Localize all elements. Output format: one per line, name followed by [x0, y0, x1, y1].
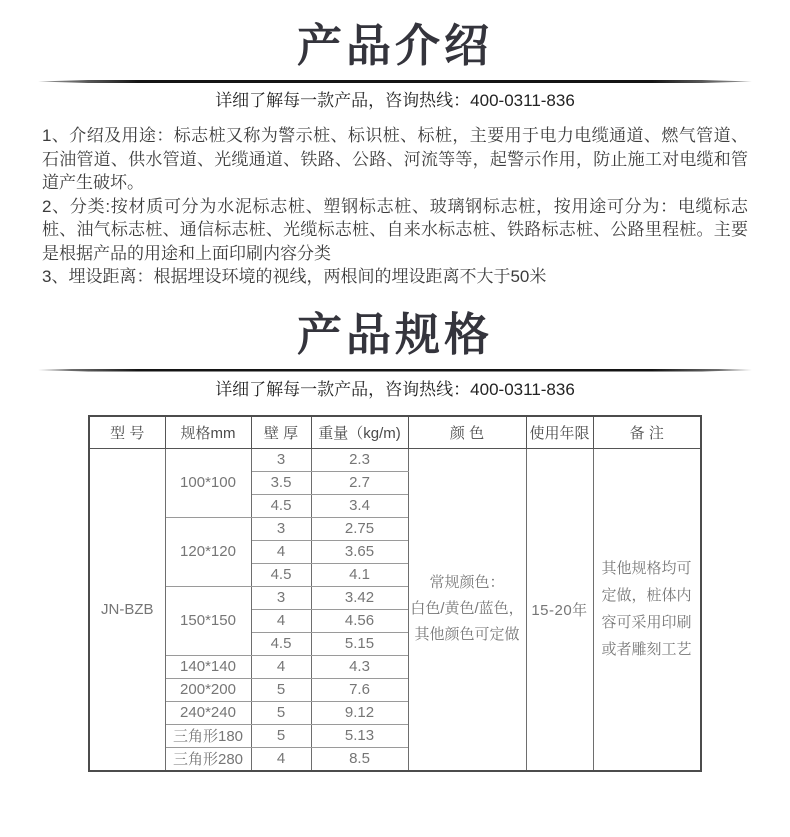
thickness-cell: 5: [251, 724, 311, 747]
thickness-cell: 4.5: [251, 563, 311, 586]
thickness-cell: 3: [251, 517, 311, 540]
weight-cell: 3.42: [311, 586, 408, 609]
specs-section-title: 产品规格: [296, 308, 493, 360]
weight-cell: 4.3: [311, 655, 408, 678]
specs-hotline-subtitle: 详细了解每一款产品，咨询热线：400-0311-836: [215, 379, 575, 399]
weight-cell: 7.6: [311, 678, 408, 701]
spec-cell: 240*240: [165, 701, 251, 724]
thickness-cell: 3: [251, 448, 311, 471]
intro-paragraph-burial-distance: 3、埋设距离：根据埋设环境的视线，两根间的埋设距离不大于50米: [42, 267, 547, 286]
intro-paragraph-usage: 1、介绍及用途：标志桩又称为警示桩、标识桩、标桩，主要用于电力电缆通道、燃气管道、石油管道、供水管道、光缆通道、铁路、公路、河流等等，起警示作用，防止施工对电缆和管道产生破坏。: [42, 126, 748, 192]
spec-cell: 三角形280: [165, 747, 251, 771]
intro-hotline-subtitle: 详细了解每一款产品，咨询热线：400-0311-836: [215, 91, 575, 110]
weight-cell: 2.75: [311, 517, 408, 540]
spec-cell: 三角形180: [165, 724, 251, 747]
intro-section-title: 产品介绍: [296, 20, 493, 71]
table-header-row: [89, 416, 701, 449]
specs-divider-line: [38, 369, 752, 372]
weight-cell: 2.3: [311, 448, 408, 471]
spec-cell: 200*200: [165, 678, 251, 701]
header-weight: 重量（kg/m): [311, 416, 408, 449]
weight-cell: 9.12: [311, 701, 408, 724]
intro-paragraph-classification: 2、分类:按材质可分为水泥标志桩、塑钢标志桩、玻璃钢标志桩，按用途可分为：电缆标志桩、油气标志桩、通信标志桩、光缆标志桩、自来水标志桩、铁路标志桩、公路里程桩。主要是根据产品的用途和上面印刷内容分类: [42, 196, 748, 263]
header-model: 型 号: [89, 416, 165, 449]
remark-cell: 其他规格均可定做，桩体内容可采用印刷或者雕刻工艺: [593, 448, 701, 771]
header-spec: 规格mm: [165, 416, 251, 449]
spec-cell: 100*100: [165, 448, 251, 517]
color-note-line: 常规颜色：: [429, 574, 505, 591]
thickness-cell: 4: [251, 655, 311, 678]
service-life-cell: 15-20年: [526, 448, 593, 771]
spec-cell: 140*140: [165, 655, 251, 678]
header-color: 颜 色: [408, 416, 526, 449]
product-page: [0, 18, 790, 837]
table-row: [89, 448, 701, 471]
spec-cell: 120*120: [165, 517, 251, 586]
spec-cell: 150*150: [165, 586, 251, 655]
weight-cell: 2.7: [311, 471, 408, 494]
intro-divider-line: [38, 80, 752, 83]
color-cell: [408, 448, 526, 771]
thickness-cell: 4.5: [251, 494, 311, 517]
intro-paragraphs: [42, 124, 748, 289]
thickness-cell: 4.5: [251, 632, 311, 655]
weight-cell: 4.56: [311, 609, 408, 632]
thickness-cell: 4: [251, 747, 311, 771]
model-cell: JN-BZB: [89, 448, 165, 771]
color-note-line: 白色/黄色/蓝色，: [410, 600, 524, 617]
weight-cell: 5.15: [311, 632, 408, 655]
thickness-cell: 5: [251, 701, 311, 724]
thickness-cell: 4: [251, 609, 311, 632]
weight-cell: 3.65: [311, 540, 408, 563]
spec-table: [88, 415, 702, 772]
weight-cell: 3.4: [311, 494, 408, 517]
header-thickness: 壁 厚: [251, 416, 311, 449]
thickness-cell: 3.5: [251, 471, 311, 494]
thickness-cell: 5: [251, 678, 311, 701]
weight-cell: 5.13: [311, 724, 408, 747]
weight-cell: 4.1: [311, 563, 408, 586]
color-note-line: 其他颜色可定做: [414, 626, 520, 643]
weight-cell: 8.5: [311, 747, 408, 771]
thickness-cell: 3: [251, 586, 311, 609]
thickness-cell: 4: [251, 540, 311, 563]
header-remark: 备 注: [593, 416, 701, 449]
header-life: 使用年限: [526, 416, 593, 449]
